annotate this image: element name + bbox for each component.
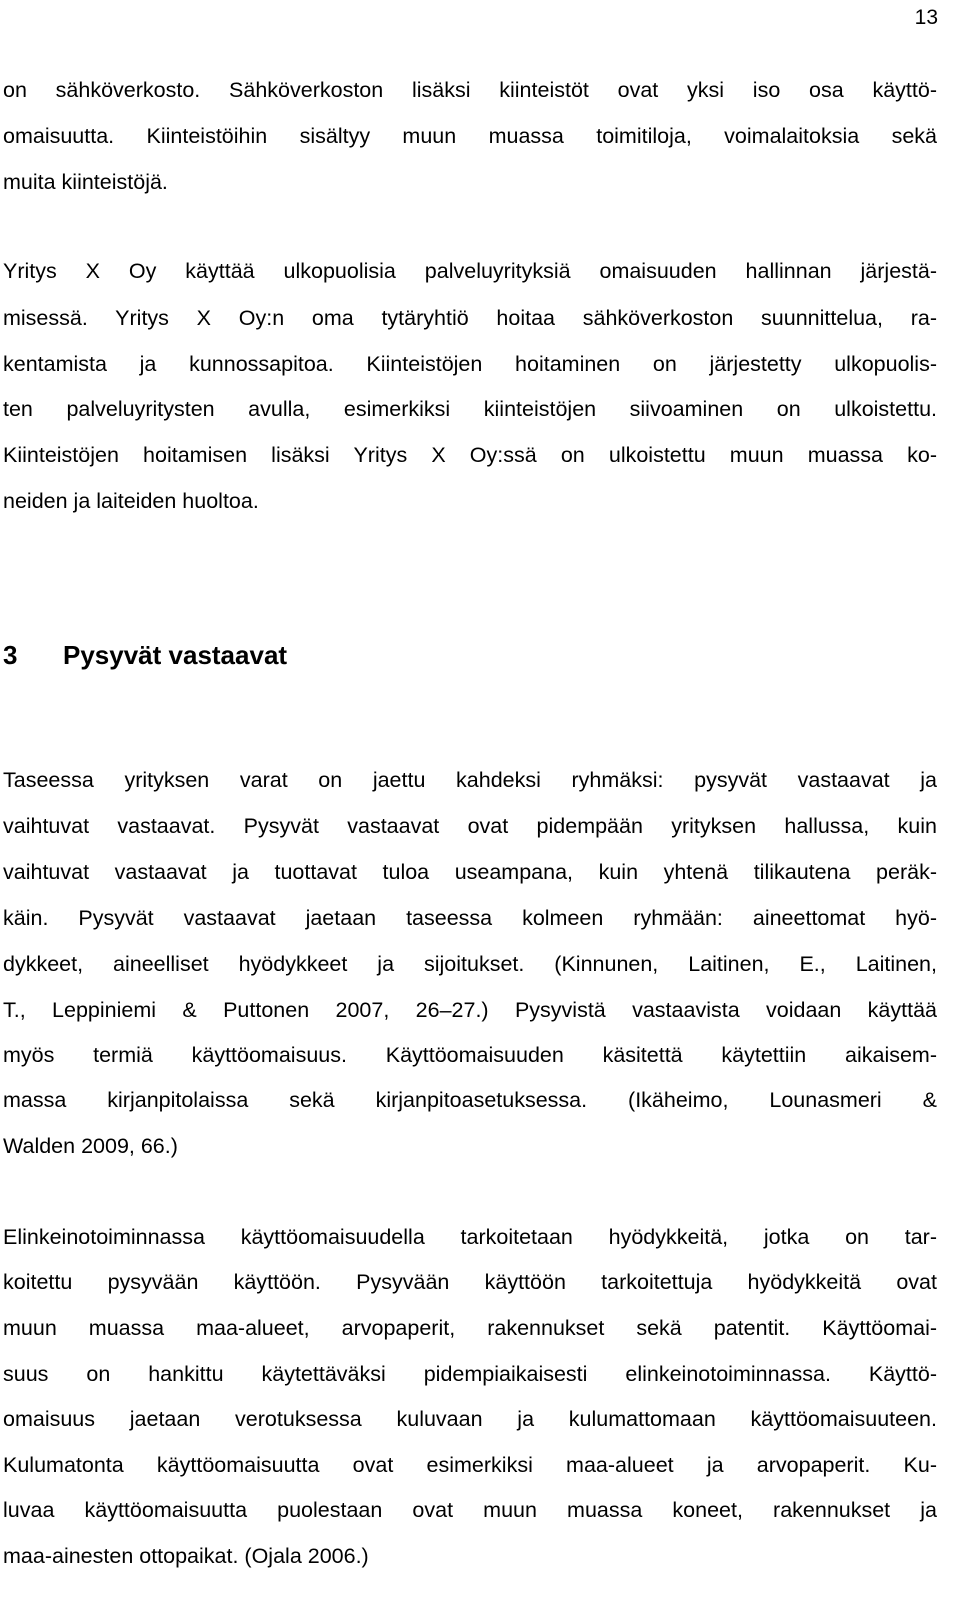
section-number: 3 xyxy=(3,640,18,670)
paragraph-4-line-3: muun muassa maa-alueet, arvopaperit, rakennukset sekä patentit. Käyttöomai- xyxy=(3,1316,937,1340)
paragraph-2-line-1: Yritys X Oy käyttää ulkopuolisia palveluyrityksiä omaisuuden hallinnan järjestä- xyxy=(3,259,937,283)
paragraph-4-line-5: omaisuus jaetaan verotuksessa kuluvaan ja kulumattomaan käyttöomaisuuteen. xyxy=(3,1407,937,1431)
section-title: Pysyvät vastaavat xyxy=(63,640,288,670)
paragraph-2-line-2: misessä. Yritys X Oy:n oma tytäryhtiö hoitaa sähköverkoston suunnittelua, ra- xyxy=(3,306,937,330)
paragraph-4-line-7: luvaa käyttöomaisuutta puolestaan ovat muun muassa koneet, rakennukset ja xyxy=(3,1498,937,1522)
paragraph-4-line-6: Kulumatonta käyttöomaisuutta ovat esimerkiksi maa-alueet ja arvopaperit. Ku- xyxy=(3,1453,937,1477)
paragraph-1-line-2: omaisuutta. Kiinteistöihin sisältyy muun muassa toimitiloja, voimalaitoksia sekä xyxy=(3,124,937,148)
paragraph-3-line-6: T., Leppiniemi & Puttonen 2007, 26–27.) Pysyvistä vastaavista voidaan käyttää xyxy=(3,998,937,1022)
paragraph-3-line-1: Taseessa yrityksen varat on jaettu kahdeksi ryhmäksi: pysyvät vastaavat ja xyxy=(3,768,937,792)
paragraph-4-line-2: koitettu pysyvään käyttöön. Pysyvään käyttöön tarkoitettuja hyödykkeitä ovat xyxy=(3,1270,937,1294)
paragraph-4-line-4: suus on hankittu käytettäväksi pidempiaikaisesti elinkeinotoiminnassa. Käyttö- xyxy=(3,1362,937,1386)
paragraph-1-line-3: muita kiinteistöjä. xyxy=(3,170,168,194)
page-number: 13 xyxy=(914,6,938,29)
paragraph-3-line-9: Walden 2009, 66.) xyxy=(3,1134,178,1158)
paragraph-4-line-1: Elinkeinotoiminnassa käyttöomaisuudella tarkoitetaan hyödykkeitä, jotka on tar- xyxy=(3,1225,937,1249)
paragraph-3-line-4: käin. Pysyvät vastaavat jaetaan taseessa kolmeen ryhmään: aineettomat hyö- xyxy=(3,906,937,930)
paragraph-2-line-4: ten palveluyritysten avulla, esimerkiksi kiinteistöjen siivoaminen on ulkoistettu. xyxy=(3,397,937,421)
paragraph-3-line-7: myös termiä käyttöomaisuus. Käyttöomaisuuden käsitettä käytettiin aikaisem- xyxy=(3,1043,937,1067)
paragraph-2-line-5: Kiinteistöjen hoitamisen lisäksi Yritys X Oy:ssä on ulkoistettu muun muassa ko- xyxy=(3,443,937,467)
section-heading xyxy=(3,640,287,670)
paragraph-3-line-2: vaihtuvat vastaavat. Pysyvät vastaavat ovat pidempään yrityksen hallussa, kuin xyxy=(3,814,937,838)
paragraph-3-line-8: massa kirjanpitolaissa sekä kirjanpitoasetuksessa. (Ikäheimo, Lounasmeri & xyxy=(3,1088,937,1112)
paragraph-4-line-8: maa-ainesten ottopaikat. (Ojala 2006.) xyxy=(3,1544,369,1568)
paragraph-3-line-3: vaihtuvat vastaavat ja tuottavat tuloa useampana, kuin yhtenä tilikautena peräk- xyxy=(3,860,937,884)
paragraph-1-line-1: on sähköverkosto. Sähköverkoston lisäksi kiinteistöt ovat yksi iso osa käyttö- xyxy=(3,78,937,102)
paragraph-3-line-5: dykkeet, aineelliset hyödykkeet ja sijoitukset. (Kinnunen, Laitinen, E., Laitinen, xyxy=(3,952,937,976)
paragraph-2-line-6: neiden ja laiteiden huoltoa. xyxy=(3,489,259,513)
paragraph-2-line-3: kentamista ja kunnossapitoa. Kiinteistöjen hoitaminen on järjestetty ulkopuolis- xyxy=(3,352,937,376)
